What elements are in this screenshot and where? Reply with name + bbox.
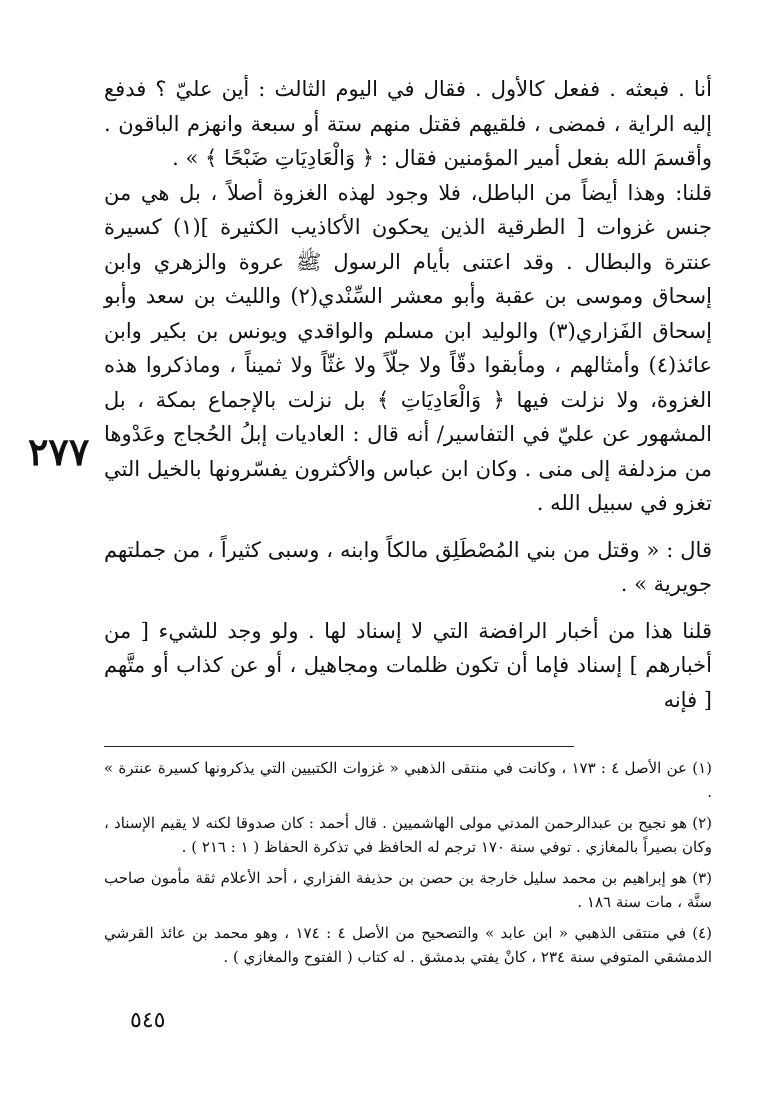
- paragraph-4: قلنا هذا من أخبار الرافضة التي لا إسناد لها . ولو وجد للشيء [ من أخبارهم ] إسناد فإما أن تكون ظلمات ومجاهيل ، أو عن كذاب أو متَّهم [ فإنه: [104, 618, 712, 712]
- paragraph-2: قلنا: وهذا أيضاً من الباطل، فلا وجود لهذه الغزوة أصلاً ، بل هي من جنس غزوات [ الطرقية الذين يحكون الأكاذيب الكثيرة ](١) كسيرة عنترة والبطال . وقد اعتنى بأيام الرسول ﷺ عروة والزهري وابن إسحاق وموسى بن عقبة وأبو معشر السِّنْدي(٢) والليث بن سعد وأبو إسحاق الفَزاري(٣) والوليد ابن مسلم والواقدي ويونس بن بكير وابن عائذ(٤) وأمثالهم ، ومأبقوا دقّاً ولا جلّاً ولا غثّاً ولا ثميناً ، وماذكروا هذه الغزوة، ولا نزلت فيها ﴿ وَالْعَادِيَاتِ ﴾ بل نزلت بالإجماع بمكة ، بل المشهور عن عليّ في التفاسير/ أنه قال : العاديات إبلُ الحُجاج وعَدْوها من مزدلفة إلى منى . وكان ابن عباس والأكثرون يفسّرونها بالخيل التي تغزو في سبيل الله .: [104, 180, 712, 515]
- page-number: ٥٤٥: [130, 1008, 166, 1033]
- margin-page-reference: ٢٧٧: [28, 429, 90, 474]
- footnote-separator: [104, 746, 574, 747]
- footnote-1: (١) عن الأصل ٤ : ١٧٣ ، وكانت في منتقى الذهبي « غزوات الكتبيين التي يذكرونها كسيرة عنترة » .: [104, 759, 712, 801]
- footnote-4: (٤) في منتقى الذهبي « ابن عابد » والتصحيح من الأصل ٤ : ١٧٤ ، وهو محمد بن عائذ القرشي الدمشقي المتوفي سنة ٢٣٤ ، كانْ يفتي بدمشق . له كتاب ( الفتوح والمغازي ) .: [104, 924, 712, 966]
- footnote-2: (٢) هو نجيح بن عبدالرحمن المدني مولى الهاشميين . قال أحمد : كان صدوقا لكنه لا يقيم الإسناد ، وكان بصيراً بالمغازي . توفي سنة ١٧٠ ترجم له الحافظ في تذكرة الحفاظ ( ١ : ٢١٦ ) .: [104, 814, 712, 856]
- paragraph-1: أنا . فبعثه . ففعل كالأول . فقال في اليوم الثالث : أين عليّ ؟ فدفع إليه الراية ، فمضى ، فلقيهم فقتل منهم ستة أو سبعة وانهزم الباقون . وأقسمَ الله بفعل أمير المؤمنين فقال : ﴿ وَالْعَادِيَاتِ ضَبْحًا ﴾ » .: [104, 77, 712, 170]
- footnotes: [104, 756, 712, 976]
- main-text: [104, 72, 712, 717]
- paragraph-3: قال : « وقتل من بني المُصْطَلِق مالكاً وابنه ، وسبى كثيراً ، من جملتهم جويرية » .: [104, 537, 712, 596]
- footnote-3: (٣) هو إبراهيم بن محمد سليل خارجة بن حصن بن حذيفة الفزاري ، أحد الأعلام ثقة مأمون صاحب سنَّة ، مات سنة ١٨٦ .: [104, 869, 712, 911]
